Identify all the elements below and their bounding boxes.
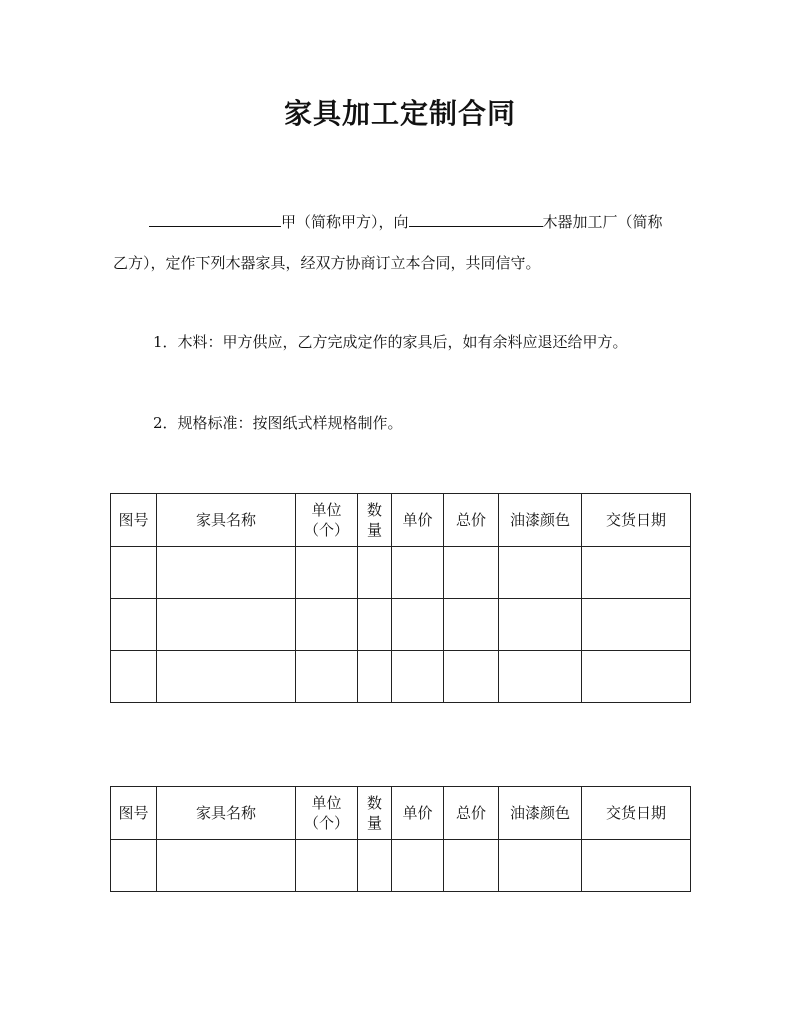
table-cell[interactable] xyxy=(392,599,444,651)
table-cell[interactable] xyxy=(444,840,499,892)
factory-name-blank[interactable] xyxy=(409,210,543,227)
header-quantity: 数 量 xyxy=(358,494,392,547)
table-cell[interactable] xyxy=(444,599,499,651)
header-unit-price: 单价 xyxy=(392,787,444,840)
table-cell[interactable] xyxy=(392,547,444,599)
table-cell[interactable] xyxy=(358,599,392,651)
table-row xyxy=(111,547,691,599)
header-unit-price: 单价 xyxy=(392,494,444,547)
table-cell[interactable] xyxy=(111,599,157,651)
table-cell[interactable] xyxy=(296,547,358,599)
table-row xyxy=(111,651,691,703)
table-cell[interactable] xyxy=(111,651,157,703)
table-cell[interactable] xyxy=(358,840,392,892)
table-cell[interactable] xyxy=(157,840,296,892)
header-paint-color: 油漆颜色 xyxy=(499,494,582,547)
clause-1-text: 木料：甲方供应，乙方完成定作的家具后，如有余料应退还给甲方。 xyxy=(177,333,628,351)
table-cell[interactable] xyxy=(296,599,358,651)
table-cell[interactable] xyxy=(111,840,157,892)
table-cell[interactable] xyxy=(499,599,582,651)
header-drawing-no: 图号 xyxy=(111,494,157,547)
clause-2-text: 规格标准：按图纸式样规格制作。 xyxy=(177,414,403,432)
table-cell[interactable] xyxy=(582,547,691,599)
party-a-blank[interactable] xyxy=(149,210,281,227)
furniture-order-table-2 xyxy=(110,786,691,892)
table-row xyxy=(111,599,691,651)
table-cell[interactable] xyxy=(444,547,499,599)
table-cell[interactable] xyxy=(392,651,444,703)
header-total-price: 总价 xyxy=(444,787,499,840)
header-paint-color: 油漆颜色 xyxy=(499,787,582,840)
table-cell[interactable] xyxy=(444,651,499,703)
table-cell[interactable] xyxy=(296,840,358,892)
table-cell[interactable] xyxy=(157,651,296,703)
header-drawing-no: 图号 xyxy=(111,787,157,840)
table-cell[interactable] xyxy=(157,547,296,599)
table-cell[interactable] xyxy=(499,547,582,599)
furniture-order-table-1 xyxy=(110,493,691,703)
table-header-row xyxy=(111,494,691,547)
clause-1-number: 1． xyxy=(153,333,178,351)
table-cell[interactable] xyxy=(296,651,358,703)
document-title: 家具加工定制合同 xyxy=(283,97,516,130)
clause-2-number: 2． xyxy=(153,414,178,432)
header-delivery-date: 交货日期 xyxy=(582,494,691,547)
table-cell[interactable] xyxy=(582,840,691,892)
intro-line-2: 乙方），定作下列木器家具，经双方协商订立本合同，共同信守。 xyxy=(113,254,541,272)
header-delivery-date: 交货日期 xyxy=(582,787,691,840)
header-furniture-name: 家具名称 xyxy=(157,494,296,547)
table-cell[interactable] xyxy=(582,651,691,703)
header-unit: 单位 （个） xyxy=(296,787,358,840)
header-total-price: 总价 xyxy=(444,494,499,547)
table-cell[interactable] xyxy=(499,651,582,703)
table-cell[interactable] xyxy=(358,651,392,703)
table-row xyxy=(111,840,691,892)
table-cell[interactable] xyxy=(157,599,296,651)
header-quantity: 数 量 xyxy=(358,787,392,840)
table-cell[interactable] xyxy=(111,547,157,599)
table-cell[interactable] xyxy=(499,840,582,892)
clause-2 xyxy=(153,413,403,433)
table-cell[interactable] xyxy=(582,599,691,651)
table-cell[interactable] xyxy=(358,547,392,599)
clause-1 xyxy=(153,332,628,352)
header-unit: 单位 （个） xyxy=(296,494,358,547)
table-header-row xyxy=(111,787,691,840)
header-furniture-name: 家具名称 xyxy=(157,787,296,840)
intro-text-1: 甲（简称甲方），向 xyxy=(281,213,409,231)
intro-line-1 xyxy=(149,210,663,232)
table-cell[interactable] xyxy=(392,840,444,892)
intro-text-2: 木器加工厂（简称 xyxy=(542,213,663,231)
